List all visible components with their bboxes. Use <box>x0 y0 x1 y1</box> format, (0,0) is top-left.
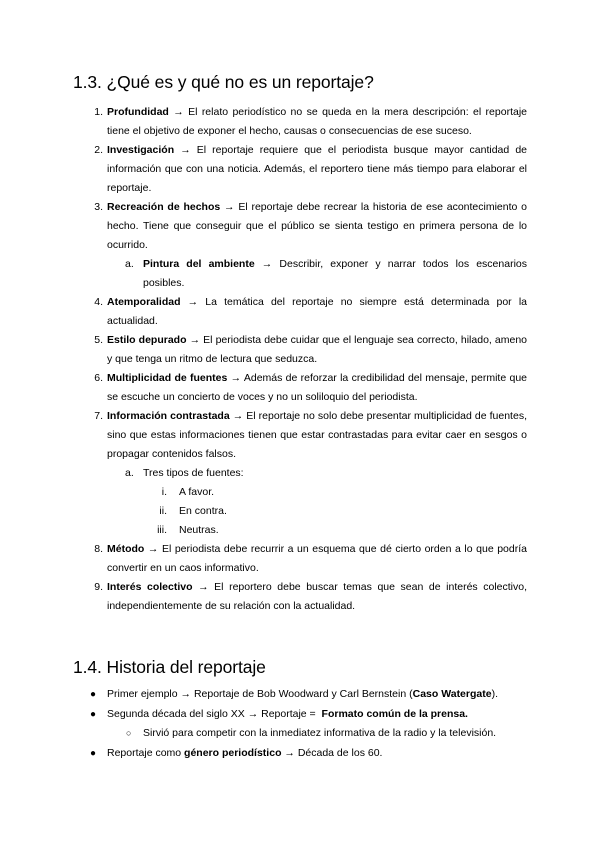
sub-list-item <box>125 464 527 540</box>
characteristics-list <box>94 103 528 616</box>
item-term: Estilo depurado <box>107 334 187 346</box>
roman-list-item <box>157 521 527 540</box>
bullet-text: Segunda década del siglo XX → Reportaje = <box>107 707 319 720</box>
sub-item-text: → Describir, exponer y narrar todos los escenarios posibles. <box>143 258 527 289</box>
list-item <box>94 369 527 407</box>
sub-list-item <box>125 255 527 293</box>
item-term: Profundidad <box>107 106 169 118</box>
item-term: Recreación de hechos <box>107 201 221 213</box>
item-number: 3. <box>94 201 103 213</box>
item-number: 2. <box>94 144 103 156</box>
list-item <box>94 407 527 540</box>
item-term: Interés colectivo <box>107 581 193 593</box>
bullet-text: Reportaje como <box>107 746 185 759</box>
item-text: → Además de reforzar la credibilidad del mensaje, permite que se escuche un concierto de voces y no un soliloquio del periodista. <box>107 372 527 403</box>
item-number: 4. <box>94 296 103 308</box>
sub-bullet-item <box>126 724 547 744</box>
item-text: → El reportaje requiere que el periodista busque mayor cantidad de información que con una noticia. Además, el reportero tiene más tiempo para elaborar el reportaje. <box>107 144 527 194</box>
list-item <box>94 198 528 293</box>
item-number: 5. <box>94 334 103 346</box>
section-heading-1-4: 1.4. Historia del reportaje <box>73 657 266 677</box>
roman-item-text: A favor. <box>179 486 215 498</box>
bullet-icon: ● <box>90 689 97 700</box>
bullet-bold-text: Caso Watergate <box>412 688 492 700</box>
roman-item-text: En contra. <box>179 505 227 517</box>
item-text: → El relato periodístico no se queda en la mera descripción: el reportaje tiene el objetivo de exponer el hecho, causas o consecuencias de ese suceso. <box>107 106 527 137</box>
roman-numeral: iii. <box>157 524 167 536</box>
roman-numeral: ii. <box>159 505 167 517</box>
item-number: 6. <box>94 372 103 384</box>
item-term: Atemporalidad <box>107 296 181 308</box>
bullet-item <box>90 685 547 705</box>
bullet-text: Primer ejemplo → Reportaje de Bob Woodward y Carl Bernstein ( <box>107 688 413 700</box>
bullet-icon: ● <box>90 747 97 759</box>
item-number: 8. <box>94 543 103 555</box>
roman-list-item <box>161 483 527 502</box>
sub-item-text: Tres tipos de fuentes: <box>143 467 244 479</box>
section-heading-1-3: 1.3. ¿Qué es y qué no es un reportaje? <box>73 72 374 92</box>
item-text: → El periodista debe cuidar que el lenguaje sea correcto, hilado, ameno y que tenga un ritmo de lectura que seduzca. <box>107 334 528 365</box>
item-term: Investigación <box>107 144 175 156</box>
roman-list <box>143 483 527 540</box>
item-text: → La temática del reportaje no siempre está determinada por la actualidad. <box>107 296 527 327</box>
sub-list <box>107 464 527 540</box>
bullet-text-end: → Década de los 60. <box>281 746 383 759</box>
item-number: 1. <box>94 106 103 118</box>
item-term: Método <box>107 543 145 555</box>
roman-list-item <box>159 502 527 521</box>
item-text: → El reportaje no solo debe presentar multiplicidad de fuentes, sino que estas informaciones tienen que estar contrastadas para evitar caer en sesgos o propagar contenidos falsos. <box>107 410 527 460</box>
list-item <box>94 578 527 616</box>
bullet-bold-text: Formato común de la prensa. <box>321 707 468 720</box>
item-term: Multiplicidad de fuentes <box>107 372 228 384</box>
bullet-bold-text: género periodístico <box>184 746 282 759</box>
item-number: 7. <box>94 410 103 422</box>
item-text: → El periodista debe recurrir a un esquema que dé cierto orden a lo que podría convertir en un caos informativo. <box>107 543 527 574</box>
sub-bullet-text: Sirvió para competir con la inmediatez informativa de la radio y la televisión. <box>143 727 497 739</box>
bullet-icon: ● <box>90 708 97 720</box>
item-text: → El reportaje debe recrear la historia de ese acontecimiento o hecho. Tiene que conseguir que el público se sienta testigo en primera persona de lo ocurrido. <box>107 201 528 251</box>
bullet-item <box>90 744 547 764</box>
list-item <box>94 331 528 369</box>
list-item <box>94 103 527 141</box>
item-number: 9. <box>94 581 103 593</box>
sub-item-letter: a. <box>125 467 134 479</box>
list-item <box>94 540 527 578</box>
sub-item-letter: a. <box>125 258 134 270</box>
sub-list <box>107 255 527 293</box>
list-item <box>94 293 527 331</box>
item-term: Información contrastada <box>107 410 230 422</box>
roman-numeral: i. <box>161 486 167 498</box>
circle-bullet-icon: ○ <box>126 728 132 738</box>
history-list <box>90 685 547 763</box>
sub-bullet-list <box>107 724 547 744</box>
item-text: → El reportero debe buscar temas que sean de interés colectivo, independientemente de su relación con la actualidad. <box>107 581 527 612</box>
bullet-text-end: ). <box>491 688 498 700</box>
list-item <box>94 141 527 198</box>
sub-item-term: Pintura del ambiente <box>143 258 255 270</box>
roman-item-text: Neutras. <box>179 524 219 536</box>
bullet-item <box>90 705 547 744</box>
